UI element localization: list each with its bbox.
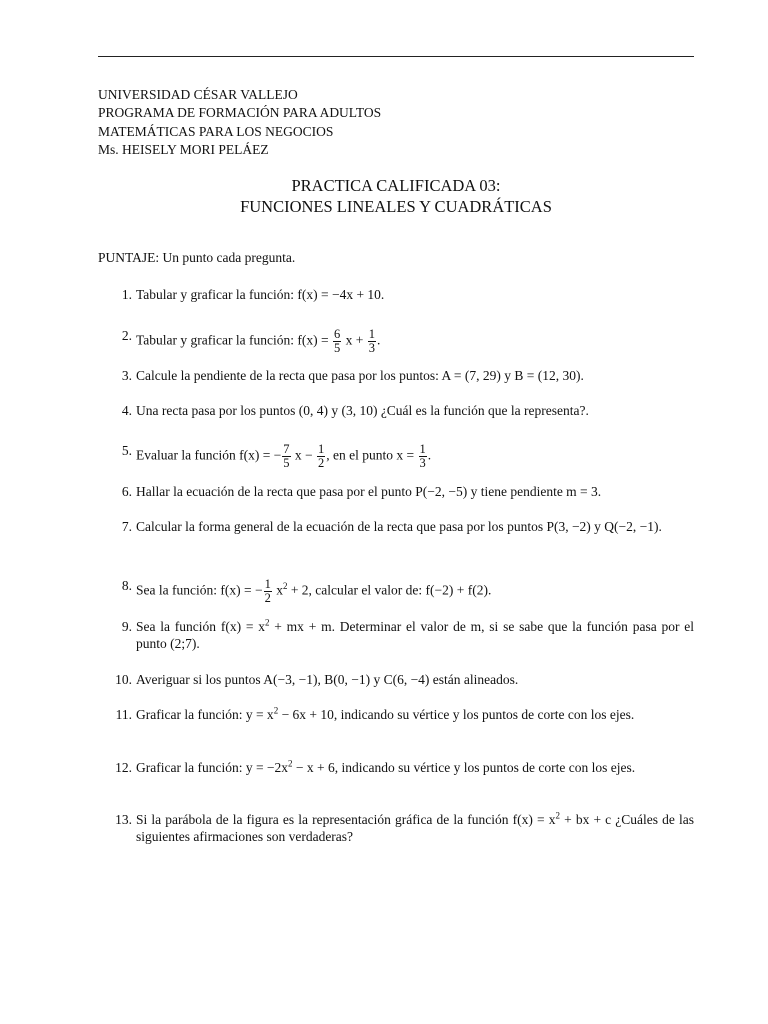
- score-note: PUNTAJE: Un punto cada pregunta.: [98, 250, 296, 265]
- question-text: Tabular y graficar la función: f(x) = −4x + 10.: [136, 287, 385, 302]
- question-text: Tabular y graficar la función: f(x) = $\frac{6}{5}$ x + $\frac{1}{3}$ .: [136, 327, 381, 355]
- question-number: 12.: [115, 760, 132, 775]
- university-name: UNIVERSIDAD CÉSAR VALLEJO: [98, 87, 298, 102]
- question-4: [98, 403, 694, 420]
- program-name: PROGRAMA DE FORMACIÓN PARA ADULTOS: [98, 105, 382, 121]
- title-line-2: FUNCIONES LINEALES Y CUADRÁTICAS: [240, 196, 552, 216]
- question-text: Graficar la función: $y = -2x^2 - x + 6$, indicando su vértice y los puntos de corte con los ejes.: [136, 758, 636, 775]
- question-number: 2.: [121, 328, 132, 343]
- page-title: [98, 176, 694, 217]
- question-3: [98, 368, 694, 385]
- question-11: [98, 707, 694, 724]
- question-8: [98, 578, 694, 605]
- question-number: 11.: [115, 707, 132, 722]
- question-5: [98, 443, 694, 470]
- question-number: 7.: [121, 519, 132, 534]
- question-text: Si la parábola de la figura es la representación gráfica de la función $f(x) = x^2$ + bx + c ¿Cuáles de las siguientes afirmaciones son verdaderas?: [136, 810, 694, 844]
- question-text: Una recta pasa por los puntos (0, 4) y (3, 10) ¿Cuál es la función que la representa?.: [136, 403, 589, 418]
- question-number: 10.: [115, 672, 132, 687]
- question-number: 5.: [121, 443, 132, 458]
- question-text: Calcular la forma general de la ecuación de la recta que pasa por los puntos P(3, −2) y Q(−2, −1).: [136, 519, 662, 534]
- question-text: Hallar la ecuación de la recta que pasa por el punto P(−2, −5) y tiene pendiente m = 3.: [136, 484, 602, 499]
- course-name: MATEMÁTICAS PARA LOS NEGOCIOS: [98, 123, 334, 139]
- question-text: Sea la función $f(x) = x^2$ + mx + m. Determinar el valor de m, si se sabe que la función pasa por el punto (2;7).: [136, 617, 694, 651]
- question-text: Calcule la pendiente de la recta que pasa por los puntos: A = (7, 29) y B = (12, 30).: [136, 368, 584, 383]
- question-6: [98, 484, 694, 501]
- question-text: Evaluar la función f(x) = − $\frac{7}{5}$ x − $\frac{1}{2}$ , en el punto x = $\frac{1}{3}$ .: [136, 442, 432, 470]
- top-rule: [98, 56, 694, 57]
- question-2: [98, 328, 694, 355]
- teacher-name: Ms. HEISELY MORI PELÁEZ: [98, 141, 269, 157]
- question-1: [98, 287, 694, 304]
- question-7: [98, 519, 694, 536]
- question-10: [98, 672, 694, 689]
- question-9: [98, 619, 694, 652]
- question-number: 6.: [121, 484, 132, 499]
- question-number: 3.: [121, 368, 132, 383]
- title-line-1: PRACTICA CALIFICADA 03:: [291, 176, 501, 195]
- question-number: 8.: [121, 578, 132, 593]
- question-13: [98, 812, 694, 845]
- question-text: Averiguar si los puntos A(−3, −1), B(0, −1) y C(6, −4) están alineados.: [136, 672, 519, 687]
- question-number: 13.: [115, 812, 132, 827]
- document-header: [98, 86, 381, 159]
- question-number: 1.: [121, 287, 132, 302]
- question-number: 9.: [121, 619, 132, 634]
- question-number: 4.: [121, 403, 132, 418]
- question-text: Sea la función: f(x) = − $\frac{1}{2}$ $x^2 + 2$, calcular el valor de: f(−2) + f(2).: [136, 577, 492, 605]
- question-12: [98, 760, 694, 777]
- question-text: Graficar la función: $y = x^2 - 6x + 10$, indicando su vértice y los puntos de corte con los ejes.: [136, 705, 635, 722]
